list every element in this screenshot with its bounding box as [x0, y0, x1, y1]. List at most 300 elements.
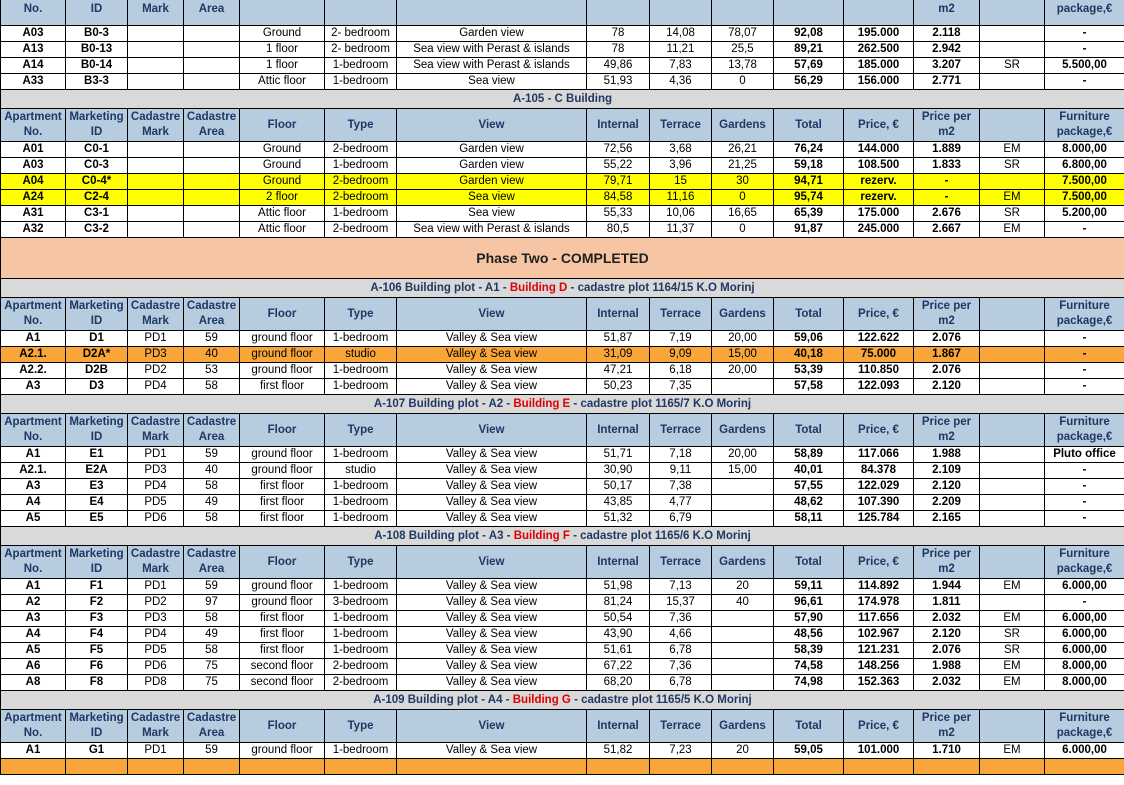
- table-row[interactable]: [1, 174, 1124, 190]
- marketing-id: F8: [66, 675, 128, 691]
- header-apartment-no: No.: [1, 0, 66, 26]
- marketing-id: E1: [66, 447, 128, 463]
- type: 1-bedroom: [325, 743, 397, 759]
- marketing-id: E3: [66, 479, 128, 495]
- floor: second floor: [240, 659, 325, 675]
- price-per-m2: 2.942: [914, 42, 980, 58]
- header-marketing-id: Marketing ID: [66, 109, 128, 142]
- apartment-no: A1: [1, 331, 66, 347]
- terrace: 15,37: [650, 595, 712, 611]
- apartment-no: A2: [1, 595, 66, 611]
- type: 2-bedroom: [325, 222, 397, 238]
- type: 2-bedroom: [325, 142, 397, 158]
- apartment-no: A03: [1, 158, 66, 174]
- price-per-m2: 2.667: [914, 222, 980, 238]
- total: 57,69: [774, 58, 844, 74]
- header-agent: [980, 546, 1045, 579]
- floor: 2 floor: [240, 190, 325, 206]
- cut-off-cell: [128, 759, 184, 775]
- cadastre-mark: PD3: [128, 611, 184, 627]
- terrace: 7,36: [650, 659, 712, 675]
- view: Sea view with Perast & islands: [397, 42, 587, 58]
- cadastre-mark: PD6: [128, 659, 184, 675]
- header-cadastre-mark: Mark: [128, 0, 184, 26]
- header-terrace: Terrace: [650, 414, 712, 447]
- price: 122.093: [844, 379, 914, 395]
- gardens: 15,00: [712, 463, 774, 479]
- price: 152.363: [844, 675, 914, 691]
- furniture-package: 7.500,00: [1045, 174, 1124, 190]
- view: Sea view: [397, 74, 587, 90]
- marketing-id: C2-4: [66, 190, 128, 206]
- price-per-m2: 2.771: [914, 74, 980, 90]
- table-row[interactable]: [1, 142, 1124, 158]
- gardens: 25,5: [712, 42, 774, 58]
- terrace: 4,66: [650, 627, 712, 643]
- internal: 47,21: [587, 363, 650, 379]
- price-per-m2: 2.165: [914, 511, 980, 527]
- header-price: Price, €: [844, 298, 914, 331]
- table-row[interactable]: [1, 58, 1124, 74]
- view: Garden view: [397, 142, 587, 158]
- section-title: A-105 - C Building: [1, 90, 1124, 109]
- agent: EM: [980, 611, 1045, 627]
- total: 96,61: [774, 595, 844, 611]
- terrace: 7,35: [650, 379, 712, 395]
- column-header-row: [1, 109, 1124, 142]
- price: 185.000: [844, 58, 914, 74]
- price-per-m2: 1.867: [914, 347, 980, 363]
- floor: ground floor: [240, 743, 325, 759]
- floor: first floor: [240, 379, 325, 395]
- header-view: View: [397, 546, 587, 579]
- cut-off-cell: [844, 759, 914, 775]
- apartment-no: A32: [1, 222, 66, 238]
- furniture-package: -: [1045, 222, 1124, 238]
- table-row[interactable]: [1, 158, 1124, 174]
- section-title-part: Building F: [513, 529, 570, 542]
- cadastre-mark: [128, 190, 184, 206]
- header-terrace: Terrace: [650, 109, 712, 142]
- view: Valley & Sea view: [397, 579, 587, 595]
- agent: SR: [980, 206, 1045, 222]
- view: Sea view: [397, 190, 587, 206]
- header-total: [774, 0, 844, 26]
- cadastre-mark: PD4: [128, 627, 184, 643]
- agent: SR: [980, 158, 1045, 174]
- table-row[interactable]: [1, 579, 1124, 595]
- marketing-id: E5: [66, 511, 128, 527]
- cadastre-area: 58: [184, 511, 240, 527]
- type: 2-bedroom: [325, 190, 397, 206]
- floor: first floor: [240, 643, 325, 659]
- header-price-per-m2: Price per m2: [914, 298, 980, 331]
- total: 56,29: [774, 74, 844, 90]
- cadastre-mark: [128, 26, 184, 42]
- header-floor: Floor: [240, 546, 325, 579]
- floor: Attic floor: [240, 206, 325, 222]
- header-total: Total: [774, 546, 844, 579]
- table-row[interactable]: [1, 190, 1124, 206]
- section-title-part: Building D: [509, 281, 568, 294]
- header-price: Price, €: [844, 414, 914, 447]
- total: 91,87: [774, 222, 844, 238]
- header-terrace: Terrace: [650, 298, 712, 331]
- cut-off-cell: [774, 759, 844, 775]
- furniture-package: -: [1045, 379, 1124, 395]
- header-apartment-no: Apartment No.: [1, 414, 66, 447]
- cut-off-cell: [1, 759, 66, 775]
- view: Sea view with Perast & islands: [397, 58, 587, 74]
- cut-off-cell: [240, 759, 325, 775]
- cadastre-area: [184, 174, 240, 190]
- table-row[interactable]: [1, 595, 1124, 611]
- header-agent: [980, 0, 1045, 26]
- terrace: 4,36: [650, 74, 712, 90]
- terrace: 7,18: [650, 447, 712, 463]
- price-per-m2: 2.120: [914, 379, 980, 395]
- section-title-part: A-107 Building plot - A2 -: [373, 397, 514, 410]
- price-per-m2: 1.988: [914, 659, 980, 675]
- type: 1-bedroom: [325, 643, 397, 659]
- header-cadastre-area: Cadastre Area: [184, 298, 240, 331]
- apartment-no: A2.1.: [1, 463, 66, 479]
- apartment-no: A4: [1, 495, 66, 511]
- header-price-per-m2: Price per m2: [914, 414, 980, 447]
- internal: 78: [587, 26, 650, 42]
- apartment-no: A01: [1, 142, 66, 158]
- marketing-id: C0-1: [66, 142, 128, 158]
- floor: ground floor: [240, 363, 325, 379]
- price: 107.390: [844, 495, 914, 511]
- gardens: 21,25: [712, 158, 774, 174]
- table-row[interactable]: [1, 463, 1124, 479]
- internal: 50,17: [587, 479, 650, 495]
- apartment-no: A03: [1, 26, 66, 42]
- cadastre-mark: [128, 174, 184, 190]
- header-cadastre-mark: Cadastre Mark: [128, 109, 184, 142]
- furniture-package: 8.000,00: [1045, 675, 1124, 691]
- apartment-no: A33: [1, 74, 66, 90]
- terrace: 6,78: [650, 675, 712, 691]
- internal: 30,90: [587, 463, 650, 479]
- table-row[interactable]: [1, 379, 1124, 395]
- gardens: [712, 495, 774, 511]
- table-row[interactable]: [1, 743, 1124, 759]
- agent: EM: [980, 190, 1045, 206]
- floor: ground floor: [240, 347, 325, 363]
- floor: Ground: [240, 158, 325, 174]
- furniture-package: 7.500,00: [1045, 190, 1124, 206]
- header-furniture-package: Furniture package,€: [1045, 298, 1124, 331]
- agent: [980, 363, 1045, 379]
- price-per-m2: 2.032: [914, 611, 980, 627]
- header-floor: [240, 0, 325, 26]
- internal: 49,86: [587, 58, 650, 74]
- type: 1-bedroom: [325, 158, 397, 174]
- apartment-no: A2.2.: [1, 363, 66, 379]
- table-row[interactable]: [1, 363, 1124, 379]
- agent: EM: [980, 222, 1045, 238]
- agent: EM: [980, 142, 1045, 158]
- cadastre-area: [184, 42, 240, 58]
- total: 48,62: [774, 495, 844, 511]
- apartment-no: A4: [1, 627, 66, 643]
- price-per-m2: 1.988: [914, 447, 980, 463]
- terrace: 4,77: [650, 495, 712, 511]
- gardens: 20,00: [712, 363, 774, 379]
- cadastre-area: 49: [184, 627, 240, 643]
- cadastre-area: 59: [184, 743, 240, 759]
- agent: SR: [980, 58, 1045, 74]
- cadastre-mark: PD3: [128, 347, 184, 363]
- gardens: [712, 379, 774, 395]
- table-row[interactable]: [1, 627, 1124, 643]
- header-terrace: Terrace: [650, 546, 712, 579]
- cadastre-area: [184, 222, 240, 238]
- header-view: View: [397, 109, 587, 142]
- total: 58,39: [774, 643, 844, 659]
- cut-off-cell: [66, 759, 128, 775]
- table-row[interactable]: [1, 331, 1124, 347]
- header-internal: Internal: [587, 546, 650, 579]
- cadastre-area: [184, 190, 240, 206]
- table-row[interactable]: [1, 511, 1124, 527]
- gardens: 13,78: [712, 58, 774, 74]
- terrace: 3,68: [650, 142, 712, 158]
- internal: 43,90: [587, 627, 650, 643]
- total: 89,21: [774, 42, 844, 58]
- header-furniture-package: Furniture package,€: [1045, 710, 1124, 743]
- cadastre-mark: PD5: [128, 495, 184, 511]
- table-row[interactable]: [1, 479, 1124, 495]
- price: 114.892: [844, 579, 914, 595]
- furniture-package: 6.000,00: [1045, 579, 1124, 595]
- cadastre-area: 59: [184, 447, 240, 463]
- agent: [980, 174, 1045, 190]
- cadastre-mark: PD6: [128, 511, 184, 527]
- price: 125.784: [844, 511, 914, 527]
- gardens: 30: [712, 174, 774, 190]
- furniture-package: -: [1045, 42, 1124, 58]
- column-header-row: [1, 710, 1124, 743]
- gardens: [712, 479, 774, 495]
- terrace: 7,19: [650, 331, 712, 347]
- agent: [980, 331, 1045, 347]
- furniture-package: -: [1045, 495, 1124, 511]
- internal: 50,54: [587, 611, 650, 627]
- header-floor: Floor: [240, 298, 325, 331]
- cadastre-mark: [128, 42, 184, 58]
- apartment-no: A5: [1, 511, 66, 527]
- total: 57,55: [774, 479, 844, 495]
- furniture-package: -: [1045, 347, 1124, 363]
- furniture-package: 8.000,00: [1045, 142, 1124, 158]
- type: 2- bedroom: [325, 42, 397, 58]
- view: Garden view: [397, 26, 587, 42]
- table-row[interactable]: [1, 26, 1124, 42]
- gardens: 20,00: [712, 447, 774, 463]
- floor: first floor: [240, 627, 325, 643]
- header-internal: [587, 0, 650, 26]
- header-type: Type: [325, 298, 397, 331]
- section-title-part: A-106 Building plot - A1 -: [370, 281, 510, 294]
- section-title-part: - cadastre plot 1165/6 K.O Morinj: [569, 529, 751, 542]
- cut-off-cell: [1045, 759, 1124, 775]
- section-title-part: - cadastre plot 1165/7 K.O Morinj: [570, 397, 752, 410]
- table-row[interactable]: [1, 659, 1124, 675]
- cadastre-area: [184, 158, 240, 174]
- type: 1-bedroom: [325, 479, 397, 495]
- price-per-m2: 2.076: [914, 643, 980, 659]
- internal: 68,20: [587, 675, 650, 691]
- cadastre-mark: [128, 206, 184, 222]
- cadastre-area: 75: [184, 659, 240, 675]
- terrace: 11,37: [650, 222, 712, 238]
- total: 74,58: [774, 659, 844, 675]
- cadastre-area: 75: [184, 675, 240, 691]
- price: 101.000: [844, 743, 914, 759]
- price-per-m2: 2.676: [914, 206, 980, 222]
- floor: 1 floor: [240, 58, 325, 74]
- gardens: [712, 659, 774, 675]
- view: Valley & Sea view: [397, 611, 587, 627]
- price: 262.500: [844, 42, 914, 58]
- price: 174.978: [844, 595, 914, 611]
- apartment-no: A3: [1, 611, 66, 627]
- table-row[interactable]: [1, 222, 1124, 238]
- marketing-id: F6: [66, 659, 128, 675]
- cadastre-area: 58: [184, 611, 240, 627]
- header-floor: Floor: [240, 414, 325, 447]
- furniture-package: 5.500,00: [1045, 58, 1124, 74]
- header-cadastre-mark: Cadastre Mark: [128, 298, 184, 331]
- table-row-cut-off: [1, 759, 1124, 775]
- header-price-per-m2: Price per m2: [914, 710, 980, 743]
- view: Valley & Sea view: [397, 479, 587, 495]
- header-gardens: Gardens: [712, 710, 774, 743]
- price-per-m2: 1.944: [914, 579, 980, 595]
- gardens: [712, 675, 774, 691]
- agent: [980, 26, 1045, 42]
- gardens: 0: [712, 190, 774, 206]
- marketing-id: E4: [66, 495, 128, 511]
- header-price: Price, €: [844, 109, 914, 142]
- agent: [980, 511, 1045, 527]
- apartment-no: A5: [1, 643, 66, 659]
- table-row[interactable]: [1, 611, 1124, 627]
- total: 59,06: [774, 331, 844, 347]
- total: 59,18: [774, 158, 844, 174]
- agent: [980, 74, 1045, 90]
- total: 58,89: [774, 447, 844, 463]
- table-row[interactable]: [1, 42, 1124, 58]
- cadastre-area: [184, 142, 240, 158]
- gardens: 20: [712, 743, 774, 759]
- marketing-id: F5: [66, 643, 128, 659]
- price: 245.000: [844, 222, 914, 238]
- header-agent: [980, 109, 1045, 142]
- floor: Attic floor: [240, 74, 325, 90]
- floor: first floor: [240, 611, 325, 627]
- table-row[interactable]: [1, 206, 1124, 222]
- table-row[interactable]: [1, 495, 1124, 511]
- furniture-package: 6.000,00: [1045, 743, 1124, 759]
- view: Garden view: [397, 158, 587, 174]
- terrace: 6,18: [650, 363, 712, 379]
- header-cadastre-mark: Cadastre Mark: [128, 414, 184, 447]
- terrace: 9,11: [650, 463, 712, 479]
- cut-off-cell: [184, 759, 240, 775]
- furniture-package: 6.000,00: [1045, 627, 1124, 643]
- agent: [980, 379, 1045, 395]
- cadastre-mark: PD1: [128, 331, 184, 347]
- internal: 55,22: [587, 158, 650, 174]
- marketing-id: D1: [66, 331, 128, 347]
- cut-off-cell: [914, 759, 980, 775]
- cadastre-area: 97: [184, 595, 240, 611]
- apartment-no: A31: [1, 206, 66, 222]
- table-row[interactable]: [1, 74, 1124, 90]
- terrace: 9,09: [650, 347, 712, 363]
- floor: first floor: [240, 511, 325, 527]
- table-row[interactable]: [1, 643, 1124, 659]
- furniture-package: 8.000,00: [1045, 659, 1124, 675]
- terrace: 6,78: [650, 643, 712, 659]
- column-header-row: [1, 298, 1124, 331]
- price: 148.256: [844, 659, 914, 675]
- internal: 51,98: [587, 579, 650, 595]
- price: 108.500: [844, 158, 914, 174]
- header-total: Total: [774, 414, 844, 447]
- price-per-m2: 2.118: [914, 26, 980, 42]
- terrace: 7,36: [650, 611, 712, 627]
- cadastre-mark: [128, 58, 184, 74]
- price-per-m2: 1.833: [914, 158, 980, 174]
- cadastre-mark: PD2: [128, 595, 184, 611]
- price-per-m2: 2.209: [914, 495, 980, 511]
- marketing-id: E2A: [66, 463, 128, 479]
- phase-title: Phase Two - COMPLETED: [1, 238, 1124, 279]
- section-title-part: Building E: [513, 397, 571, 410]
- view: Valley & Sea view: [397, 347, 587, 363]
- type: 1-bedroom: [325, 363, 397, 379]
- header-gardens: Gardens: [712, 546, 774, 579]
- header-type: Type: [325, 414, 397, 447]
- cadastre-mark: PD1: [128, 447, 184, 463]
- view: Valley & Sea view: [397, 595, 587, 611]
- price-per-m2: 2.076: [914, 331, 980, 347]
- total: 40,18: [774, 347, 844, 363]
- marketing-id: C0-3: [66, 158, 128, 174]
- header-marketing-id: ID: [66, 0, 128, 26]
- marketing-id: G1: [66, 743, 128, 759]
- table-row[interactable]: [1, 447, 1124, 463]
- price-per-m2: -: [914, 174, 980, 190]
- header-cadastre-area: Cadastre Area: [184, 414, 240, 447]
- terrace: 6,79: [650, 511, 712, 527]
- furniture-package: Pluto office: [1045, 447, 1124, 463]
- cadastre-area: 49: [184, 495, 240, 511]
- table-row[interactable]: [1, 347, 1124, 363]
- cadastre-area: 53: [184, 363, 240, 379]
- apartment-no: A13: [1, 42, 66, 58]
- table-row[interactable]: [1, 675, 1124, 691]
- floor: ground floor: [240, 595, 325, 611]
- header-furniture-package: package,€: [1045, 0, 1124, 26]
- header-cadastre-area: Area: [184, 0, 240, 26]
- header-furniture-package: Furniture package,€: [1045, 546, 1124, 579]
